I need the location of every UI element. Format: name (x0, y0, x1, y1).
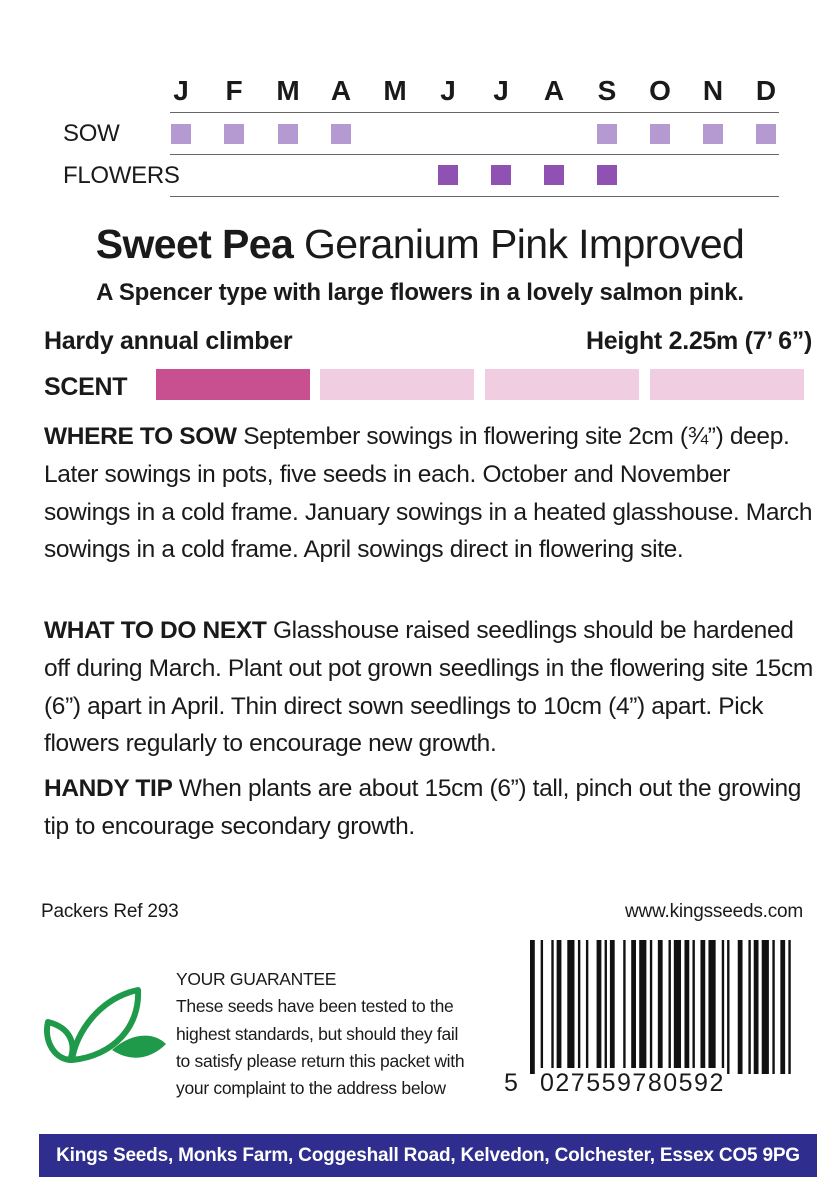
website-link: www.kingsseeds.com (624, 901, 803, 922)
barcode-lead-digit: 5 (504, 1069, 520, 1097)
scent-segment (320, 369, 474, 400)
barcode-bar (658, 940, 663, 1074)
guarantee-heading: YOUR GUARANTEE (176, 969, 337, 989)
sow-month-mark (703, 124, 723, 144)
month-label: J (493, 75, 509, 106)
flower-month-mark (544, 165, 564, 185)
month-label: F (225, 75, 243, 106)
month-label: O (649, 75, 671, 106)
section-heading: WHERE TO SOW (44, 423, 237, 450)
guarantee-block (176, 966, 506, 1102)
sow-month-mark (650, 124, 670, 144)
product-subtitle: A Spencer type with large flowers in a lovely salmon pink. (96, 279, 744, 306)
month-label: J (173, 75, 189, 106)
barcode-bar (650, 940, 652, 1074)
barcode-bar (605, 940, 607, 1074)
company-address: Kings Seeds, Monks Farm, Coggeshall Road, Kelvedon, Colchester, Essex CO5 9PG (39, 1134, 817, 1177)
barcode-bar (623, 940, 625, 1074)
barcode-bar (631, 940, 636, 1074)
barcode-bar (578, 940, 580, 1074)
barcode-bar (708, 940, 715, 1074)
barcode-bar (738, 940, 743, 1074)
section-heading: WHAT TO DO NEXT (44, 617, 267, 644)
barcode-bar (551, 940, 553, 1074)
sow-month-mark (756, 124, 776, 144)
section-heading: HANDY TIP (44, 775, 173, 802)
section-text: Glasshouse raised seedlings should be hardened off during March. Plant out pot grown seedlings in the flowering site 15cm (6”) apart in April. Thin direct sown seedlings to 10cm (4”) apart. Pick flowers regularly to encourage new growth. (44, 617, 813, 758)
barcode-bar (692, 940, 694, 1074)
plant-height: Height 2.25m (7’ 6”) (585, 327, 812, 355)
flower-month-mark (491, 165, 511, 185)
month-label: J (440, 75, 456, 106)
barcode-bar (669, 940, 671, 1074)
calendar-divider (170, 112, 779, 113)
flowers-row-label: FLOWERS (63, 162, 180, 189)
barcode-bar (788, 940, 790, 1074)
packers-ref: Packers Ref 293 (41, 901, 179, 922)
barcode-bar (639, 940, 646, 1074)
barcode-bar (684, 940, 689, 1074)
scent-segment (485, 369, 639, 400)
calendar-divider (170, 154, 779, 155)
sow-month-mark (224, 124, 244, 144)
barcode-bar (674, 940, 681, 1074)
month-label: N (702, 75, 724, 106)
guarantee-line: highest standards, but should they fail (176, 1023, 459, 1044)
month-label: S (597, 75, 617, 106)
sow-month-mark (171, 124, 191, 144)
barcode-bar (557, 940, 562, 1074)
handy-tip-section (44, 770, 814, 846)
month-label: D (755, 75, 777, 106)
flower-month-mark (438, 165, 458, 185)
month-label: A (330, 75, 352, 106)
sow-month-mark (597, 124, 617, 144)
barcode-bar (722, 940, 724, 1074)
section-text: September sowings in flowering site 2cm (¾”) deep. Later sowings in pots, five seeds in each. October and November sowings in a cold frame. January sowings in a heated glasshouse. March sowings in a cold frame. April sowings direct in flowering site. (44, 423, 813, 564)
barcode-bar (610, 940, 615, 1074)
plant-type: Hardy annual climber (44, 327, 293, 355)
product-title (0, 220, 840, 268)
month-label: A (543, 75, 565, 106)
barcode (530, 940, 799, 1074)
barcode-bar (700, 940, 705, 1074)
scent-segment (156, 369, 310, 400)
barcode-bar (780, 940, 785, 1074)
month-label: M (383, 75, 407, 106)
scent-label: SCENT (44, 373, 128, 401)
barcode-bar (597, 940, 602, 1074)
barcode-bar (748, 940, 750, 1074)
sow-month-mark (331, 124, 351, 144)
product-title-bold: Sweet Pea (95, 221, 294, 267)
calendar-divider (170, 196, 779, 197)
barcode-bar (541, 940, 543, 1074)
what-to-do-next-section (44, 612, 814, 763)
guarantee-line: These seeds have been tested to the (176, 996, 454, 1017)
barcode-bar (567, 940, 574, 1074)
barcode-bar (762, 940, 769, 1074)
where-to-sow-section (44, 418, 814, 569)
barcode-digits: 027559780592 (540, 1069, 725, 1097)
month-label: M (276, 75, 300, 106)
sow-row-label: SOW (63, 120, 120, 147)
guarantee-line: your complaint to the address below (176, 1078, 446, 1099)
sow-month-mark (278, 124, 298, 144)
barcode-bar (754, 940, 759, 1074)
barcode-bar (727, 940, 729, 1074)
flower-month-mark (597, 165, 617, 185)
product-variety: Geranium Pink Improved (303, 221, 745, 267)
barcode-bar (530, 940, 535, 1074)
section-text: When plants are about 15cm (6”) tall, pinch out the growing tip to encourage secondary growth. (44, 775, 802, 840)
barcode-bar (772, 940, 774, 1074)
guarantee-line: to satisfy please return this packet with (176, 1050, 465, 1071)
barcode-bar (586, 940, 588, 1074)
leaf-logo-icon (42, 986, 170, 1072)
scent-segment (650, 369, 804, 400)
